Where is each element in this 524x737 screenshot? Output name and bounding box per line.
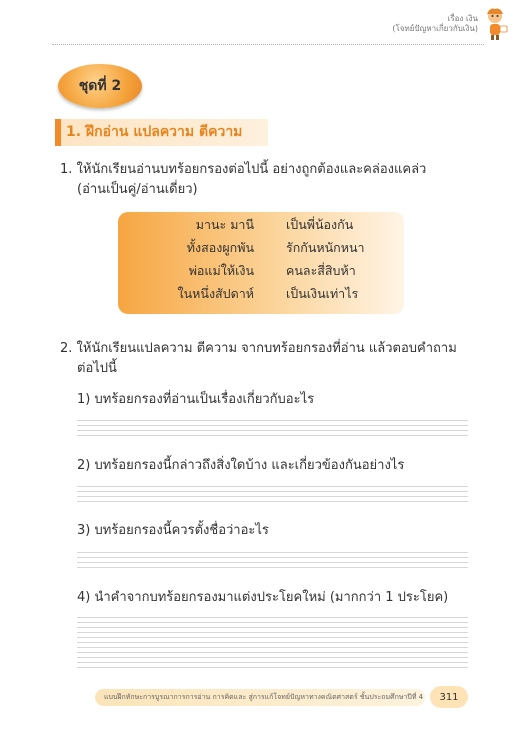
chapter-subtitle: (โจทย์ปัญหาเกี่ยวกับเงิน) [392, 24, 478, 33]
poem-line-1-right: เป็นพี่น้องกัน [286, 217, 354, 232]
poem-line-2-right: รักกันหนักหนา [286, 240, 365, 255]
answer-lines-2[interactable] [77, 486, 468, 506]
poem-line-3-right: คนละสี่สิบห้า [286, 263, 356, 278]
poem-line-3-left: พ่อแม่ให้เงิน [188, 263, 254, 278]
sub-question-3: 3) บทร้อยกรองนี้ควรตั้งชื่อว่าอะไร [77, 523, 269, 538]
question-2-line-2: ต่อไปนี้ [77, 361, 117, 376]
chapter-title: เรื่อง เงิน [447, 14, 478, 23]
sub-question-1: 1) บทร้อยกรองที่อ่านเป็นเรื่องเกี่ยวกับอะไร [77, 392, 315, 407]
poem-line-4-right: เป็นเงินเท่าไร [286, 286, 359, 301]
mascot-icon [482, 6, 508, 42]
poem-line-4-left: ในหนึ่งสัปดาห์ [177, 286, 254, 301]
set-label: ชุดที่ 2 [78, 78, 122, 94]
chapter-header [392, 14, 478, 34]
question-1-line-1: 1. ให้นักเรียนอ่านบทร้อยกรองต่อไปนี้ อย่างถูกต้องและคล่องแคล่ว [60, 162, 427, 177]
poem-box [118, 212, 404, 314]
question-2-line-1: 2. ให้นักเรียนแปลความ ตีความ จากบทร้อยกรองที่อ่าน แล้วตอบคำถาม [60, 341, 457, 356]
set-badge [58, 64, 142, 108]
header-divider [52, 44, 484, 45]
page-number-badge [430, 686, 468, 708]
sub-question-2: 2) บทร้อยกรองนี้กล่าวถึงสิ่งใดบ้าง และเกี่ยวข้องกันอย่างไร [77, 458, 405, 473]
poem-line-2-left: ทั้งสองผูกพัน [186, 240, 254, 255]
answer-lines-3[interactable] [77, 552, 468, 572]
page-number: 311 [439, 691, 459, 703]
sub-question-4: 4) นำคำจากบทร้อยกรองมาแต่งประโยคใหม่ (มากกว่า 1 ประโยค) [77, 590, 449, 605]
answer-lines-4[interactable] [77, 617, 468, 672]
answer-lines-1[interactable] [77, 420, 468, 440]
section-title: 1. ฝึกอ่าน แปลความ ตีความ [66, 124, 243, 140]
footer-text: แบบฝึกทักษะการบูรณาการการอ่าน การคิดและ สู่การแก้โจทย์ปัญหาทางคณิตศาสตร์ ชั้นประถมศึกษาปีที่ 4 [104, 693, 424, 701]
question-1-line-2: (อ่านเป็นคู่/อ่านเดี่ยว) [77, 182, 198, 197]
poem-line-1-left: มานะ มานี [195, 217, 254, 232]
